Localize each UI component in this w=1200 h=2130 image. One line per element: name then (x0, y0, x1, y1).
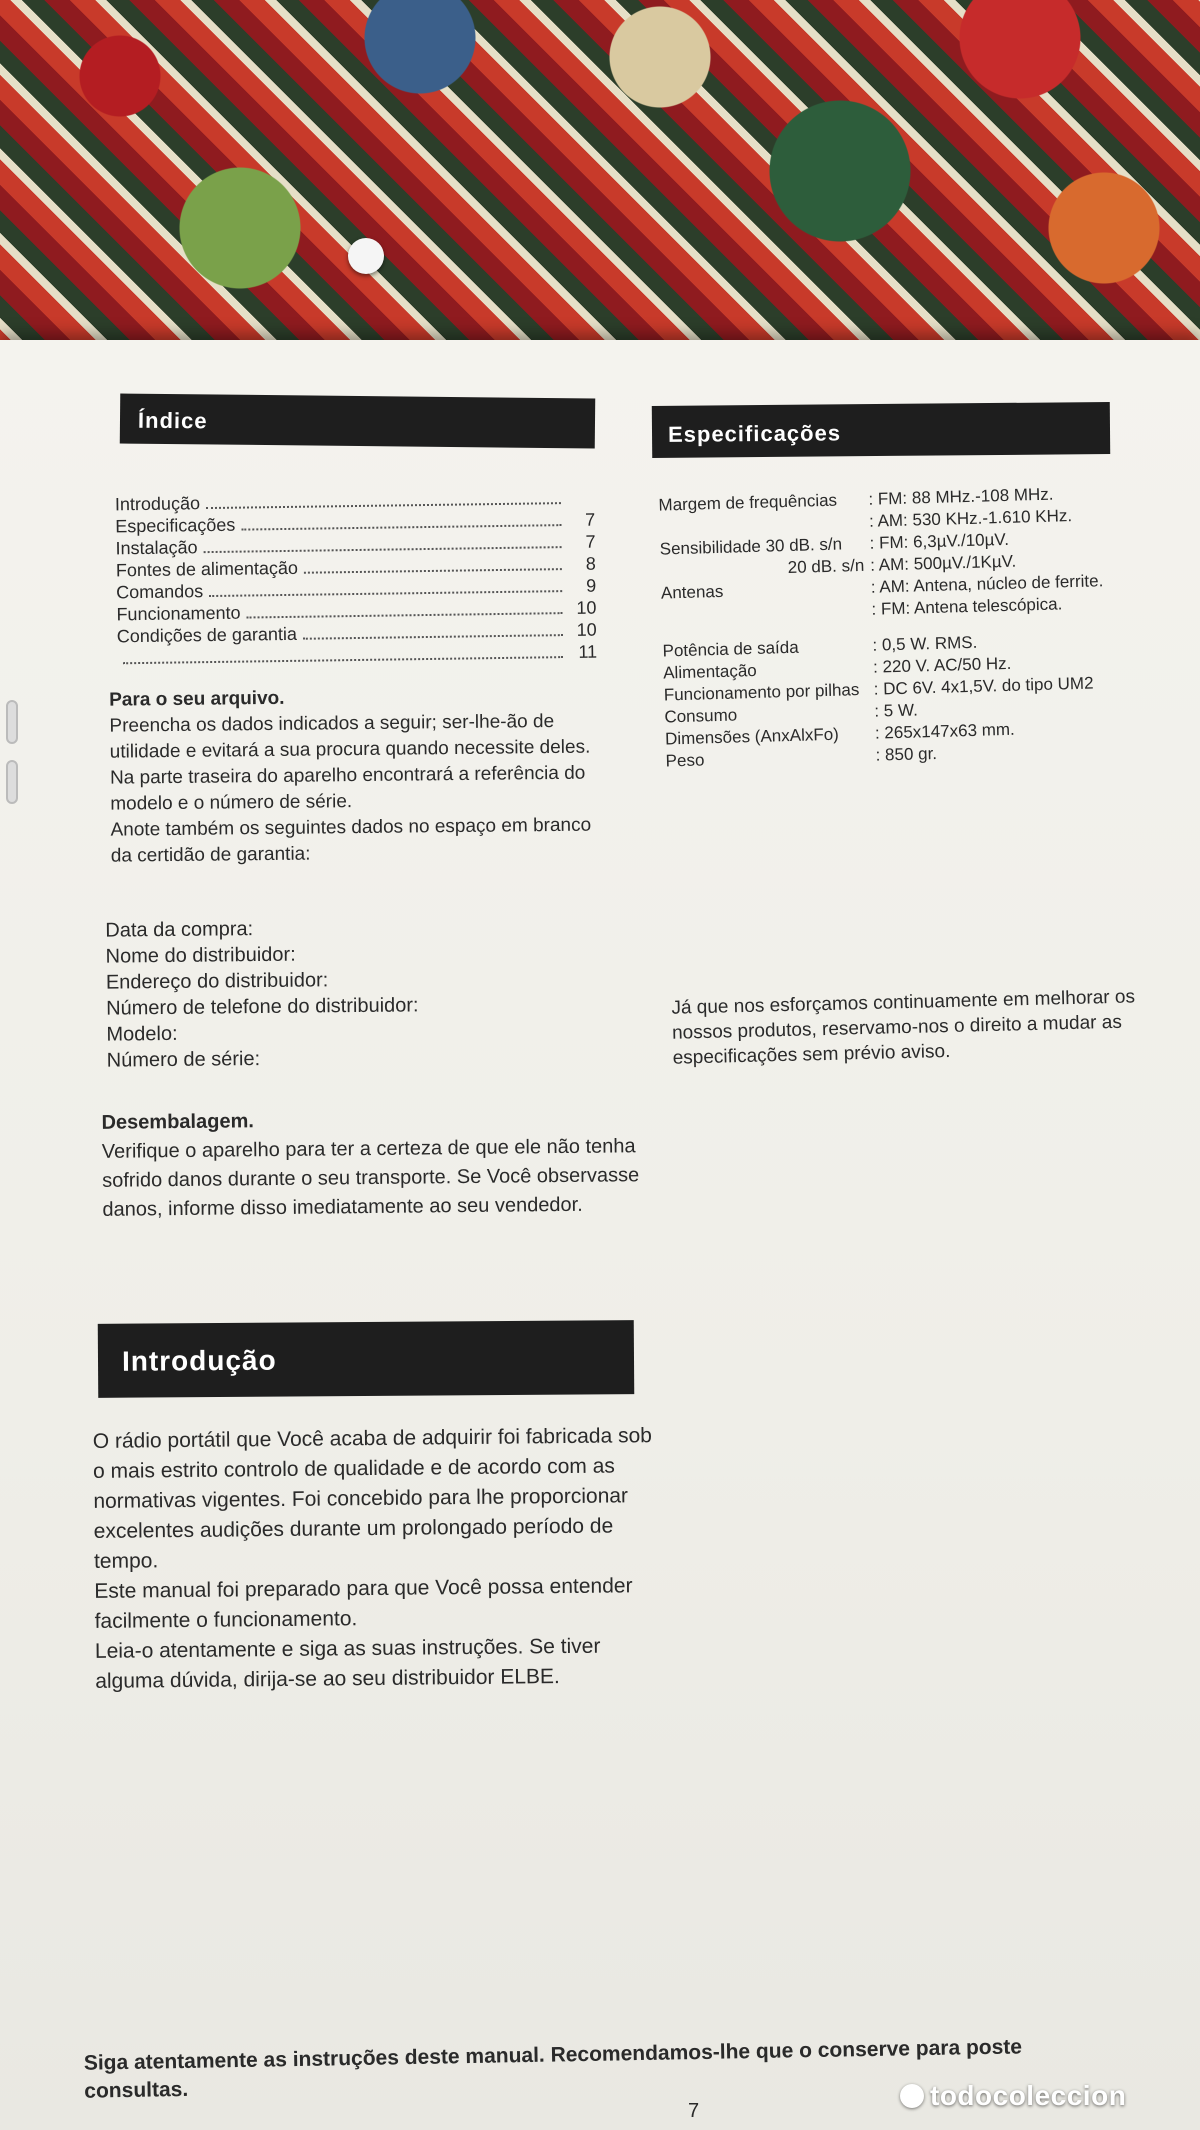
spec-row: Consumo : 5 W. (664, 700, 919, 727)
archive-paragraph: Na parte traseira do aparelho encontrará a referência do modelo e o número de série. (109, 762, 586, 815)
toc-item: Introdução (115, 487, 595, 516)
field-distributor-name: Nome do distribuidor: (105, 943, 296, 968)
spec-row: Dimensões (AnxAlxFo) : 265x147x63 mm. (664, 719, 1016, 749)
toc-item: 11 (117, 641, 597, 670)
spec-disclaimer: Já que nos esforçamos continuamente em melhorar os nossos produtos, reservamo-nos o direito a mudar as especificações sem prévio aviso. (671, 986, 1136, 1069)
toc-item: Instalação 7 (115, 531, 596, 559)
toc-item: Condições de garantia 10 (116, 619, 597, 647)
intro-section (93, 1421, 656, 1697)
field-serial-number: Número de série: (106, 1048, 261, 1072)
spec-row: Potência de saída : 0,5 W. RMS. (662, 632, 978, 661)
binder-ring (6, 760, 18, 804)
spec-row: : FM: Antena telescópica. (871, 594, 1063, 619)
spec-row: Sensibilidade 30 dB. s/n : FM: 6,3µV./10µV. (659, 529, 1010, 559)
archive-paragraph: Anote também os seguintes dados no espaço em branco da certidão de garantia: (110, 814, 592, 867)
toc-item: Comandos 9 (116, 575, 597, 603)
spec-row: 20 dB. s/n : AM: 500µV./1KµV. (787, 551, 1017, 578)
spec-row: Margem de frequências : FM: 88 MHz.-108 MHz. (658, 484, 1054, 515)
white-button (348, 238, 384, 274)
page-number: 7 (688, 2100, 700, 2122)
footer-line: consultas. (84, 2077, 189, 2103)
toc-header: Índice (120, 394, 595, 449)
toc-item: Fontes de alimentação 8 (115, 553, 596, 581)
archive-section (109, 682, 616, 869)
field-distributor-phone: Número de telefone do distribuidor: (106, 994, 419, 1020)
spec-row: Peso : 850 gr. (665, 743, 938, 771)
record-fields (105, 912, 607, 1073)
intro-paragraph: Este manual foi preparado para que Você possa entender facilmente o funcionamento. (94, 1574, 633, 1633)
intro-paragraph: O rádio portátil que Você acaba de adquirir foi fabricada sob o mais estrito controlo de qualidade e de acordo com as normativas vigentes. Foi concebido para lhe proporcionar excelentes audições durante um prolongado período de tempo. (92, 1424, 653, 1573)
field-purchase-date: Data da compra: (105, 918, 254, 942)
spec-row: Funcionamento por pilhas : DC 6V. 4x1,5V. do tipo UM2 (663, 673, 1094, 705)
footer-line: Siga atentamente as instruções deste manual. Recomendamos-lhe que o conserve para poste (83, 2035, 1023, 2075)
spec-table (658, 481, 1136, 772)
archive-paragraph: Preencha os dados indicados a seguir; ser-lhe-ão de utilidade e evitará a sua procura quando necessite deles. (109, 710, 591, 763)
archive-title: Para o seu arquivo. (109, 687, 285, 711)
watermark-logo-icon (900, 2084, 924, 2108)
unpacking-title: Desembalagem. (101, 1110, 254, 1134)
spec-row: : AM: 530 KHz.-1.610 KHz. (868, 506, 1073, 531)
spec-row: Alimentação : 220 V. AC/50 Hz. (662, 653, 1012, 683)
unpacking-text: Verifique o aparelho para ter a certeza de que ele não tenha sofrido danos durante o seu transporte. Se Você observasse danos, informe disso imediatamente ao seu vendedor. (101, 1135, 640, 1221)
table-of-contents (115, 487, 597, 670)
unpacking-section (101, 1103, 642, 1225)
watermark: todocoleccion (900, 2080, 1126, 2112)
intro-header: Introdução (98, 1320, 635, 1398)
binder-ring (6, 700, 18, 744)
field-model: Modelo: (106, 1022, 178, 1046)
spec-header: Especificações (652, 402, 1110, 458)
carpet-background (0, 0, 1200, 380)
manual-page (0, 340, 1200, 2130)
intro-paragraph: Leia-o atentamente e siga as suas instruções. Se tiver alguma dúvida, dirija-se ao seu distribuidor ELBE. (94, 1634, 601, 1693)
spec-row: Antenas : AM: Antena, núcleo de ferrite. (660, 571, 1104, 603)
field-distributor-address: Endereço do distribuidor: (105, 969, 329, 994)
toc-item: Especificações 7 (115, 509, 596, 537)
toc-item: Funcionamento 10 (116, 597, 597, 625)
